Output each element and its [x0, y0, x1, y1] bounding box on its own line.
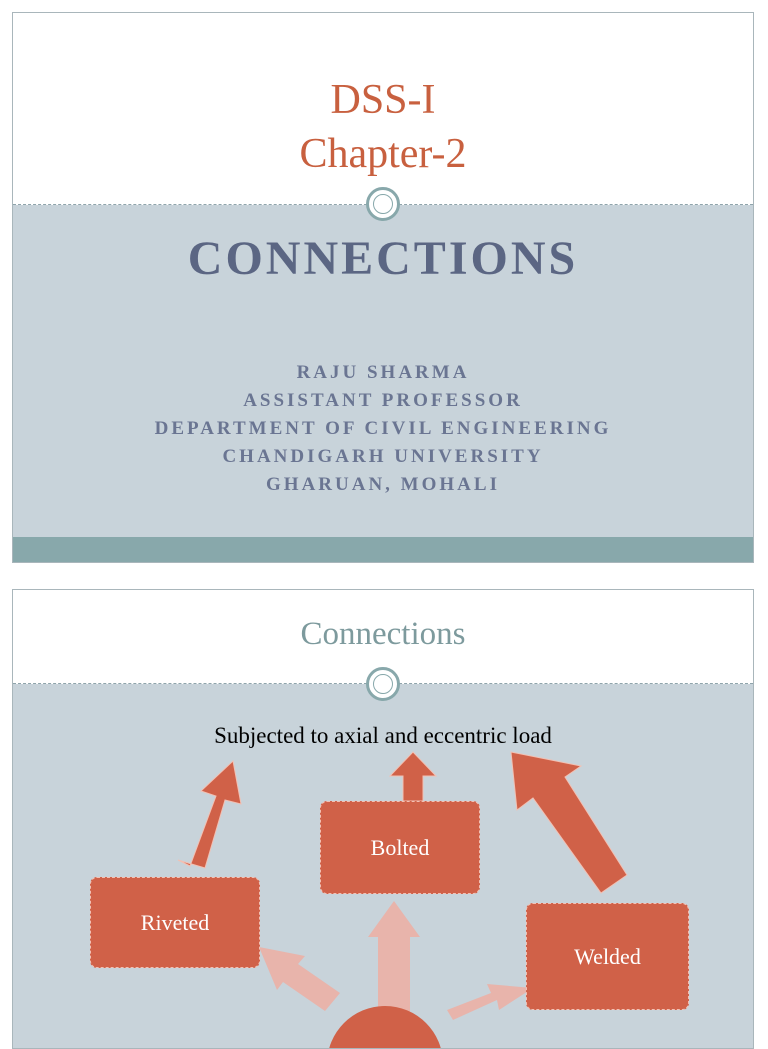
author-location: GHARUAN, MOHALI [266, 474, 500, 495]
title-body-panel [13, 205, 753, 537]
arrow-bolted-icon [390, 752, 436, 801]
arrow-riveted-icon [178, 761, 241, 868]
connections-slide [12, 589, 754, 1049]
author-name: RAJU SHARMA [296, 362, 470, 383]
main-title: CONNECTIONS [187, 232, 579, 285]
author-university: CHANDIGARH UNIVERSITY [222, 446, 544, 467]
light-arrow-right-icon [447, 984, 533, 1020]
author-department: DEPARTMENT OF CIVIL ENGINEERING [154, 418, 612, 439]
title-header-area [13, 13, 753, 205]
light-arrow-left-icon [259, 947, 340, 1011]
bolted-box: Bolted [320, 801, 480, 894]
light-arrow-center-icon [368, 901, 420, 1020]
hub-circle-icon [327, 1006, 443, 1049]
author-role: ASSISTANT PROFESSOR [243, 390, 523, 411]
diagram-caption: Subjected to axial and eccentric load [214, 723, 552, 748]
welded-box: Welded [526, 903, 689, 1010]
arrow-welded-icon [511, 752, 627, 893]
slide-title: Connections [300, 616, 466, 652]
circle-ornament-icon [366, 187, 400, 221]
footer-band [13, 537, 753, 563]
title-slide [12, 12, 754, 563]
chapter-title: Chapter-2 [299, 131, 467, 177]
course-title: DSS-I [330, 77, 436, 123]
riveted-box: Riveted [90, 877, 260, 968]
